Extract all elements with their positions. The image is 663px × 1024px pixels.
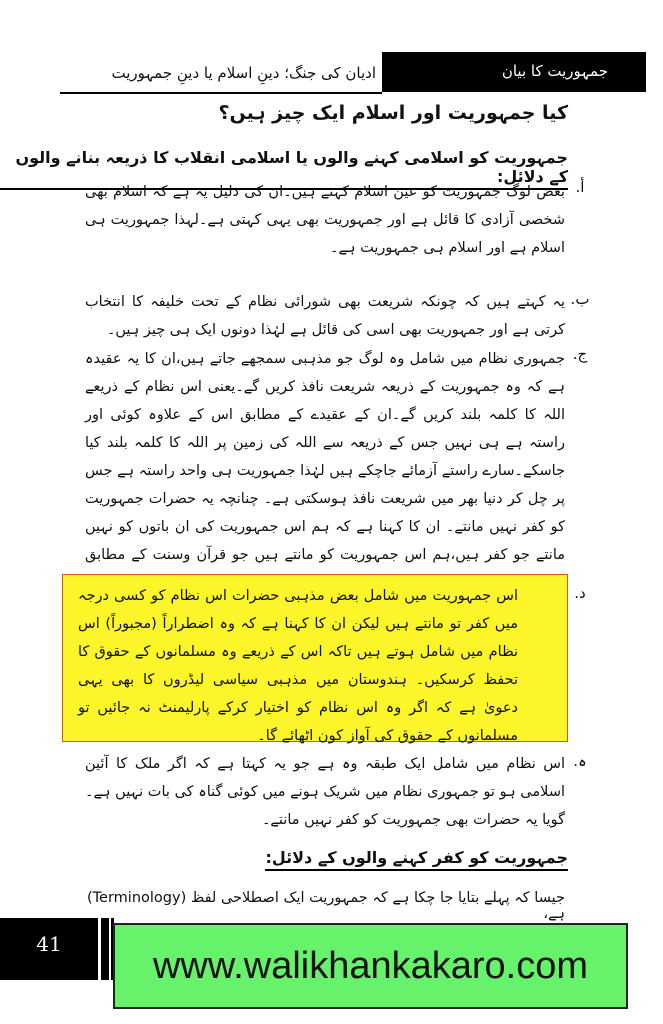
page-number-box [0,918,98,980]
page-header [60,52,663,92]
header-chapter-area [388,52,616,92]
website-banner[interactable] [113,923,628,1009]
section2-heading: جمہوریت کو کفر کہنے والوں کے دلائل: [265,848,568,871]
item-marker-alif: أ. [575,178,585,196]
closing-line: جیسا کہ پہلے بتایا جا چکا ہے کہ جمہوریت ایک اصطلاحی لفظ (Terminology) ہے، [86,890,565,922]
item-marker-jeem: ج. [572,345,588,363]
website-url[interactable]: www.walikhankakaro.com [152,945,589,987]
chapter-title: جمہوریت کا بیان [501,62,608,80]
item-dal-text: اس جمہوریت میں شامل بعض مذہبی حضرات اس نظام کو کسی درجہ میں کفر تو مانتے ہیں لیکن ان کا کہنا ہے کہ وہ اضطراراً (مجبوراً) اس نظام میں شامل ہوتے ہیں تاکہ اس کے ذریعے وہ مسلمانوں کے حقوق کا تحفظ کرسکیں۔ ہندوستان میں مذہبی سیاسی لیڈروں کا بھی یہی دعویٰ ہے کہ اگر وہ اس نظام کو اختیار کرکے پارلیمنٹ نہ جائیں تو مسلمانوں کے حقوق کی آواز کون اٹھائے گا۔ [78,588,518,744]
header-book-title-area [60,52,382,94]
item-jeem-text: جمہوری نظام میں شامل وہ لوگ جو مذہبی سمجھے جاتے ہیں،ان کا یہ عقیدہ ہے کہ وہ جمہوریت کے ذریعہ شریعت نافذ کریں گے۔یعنی اس نظام کے ذریعے اللہ کا کلمہ بلند کریں گے۔ان کے عقیدے کے مطابق اس کے علاوہ کوئی اور راستہ ہے ہی نہیں جس کے ذریعہ سے اللہ کی زمین پر اللہ کا کلمہ بلند کیا جاسکے۔سارے راستے آزمائے جاچکے ہیں لہٰذا جمہوریت ہی واحد راستہ ہے جس پر چل کر دنیا بھر میں شریعت نافذ ہوسکتی ہے۔ چنانچہ یہ حضرات جمہوریت کو کفر نہیں مانتے۔ ان کا کہنا ہے کہ ہم اس جمہوریت کی ان باتوں کو نہیں مانتے جو کفر ہیں،ہم اس جمہوریت کو مانتے ہیں جو قرآن وسنت کے مطابق [85,351,565,563]
item-marker-he: ہ. [573,752,587,770]
item-marker-dal: د. [574,584,586,602]
page-number: 41 [36,932,62,956]
footer-bar-thick [101,918,109,980]
section1-heading: جمہوریت کو اسلامی کہنے والوں یا اسلامی انقلاب کا ذریعہ بنانے والوں کے دلائل: [0,148,568,190]
question-title: کیا جمہوریت اور اسلام ایک چیز ہیں؟ [218,102,568,124]
item-he-text: اس نظام میں شامل ایک طبقہ وہ ہے جو یہ کہتا ہے کہ اگر ملک کا آئین اسلامی ہو تو جمہوری نظام میں شریک ہونے میں کوئی گناہ کی بات نہیں ہے۔ گویا یہ حضرات بھی جمہوریت کو کفر نہیں مانتے۔ [85,756,565,828]
header-tail-block [616,52,646,92]
item-be-text: یہ کہتے ہیں کہ چونکہ شریعت بھی شورائی نظام کے تحت خلیفہ کا انتخاب کرتی ہے اور جمہوریت بھی اسی کی قائل ہے لہٰذا دونوں ایک ہی چیز ہیں۔ [85,294,565,338]
book-title: ادیان کی جنگ؛ دینِ اسلام یا دینِ جمہوریت [111,64,376,82]
item-alif-text: بعض لوگ جمہوریت کو عین اسلام کہتے ہیں۔ان کی دلیل یہ ہے کہ اسلام بھی شخصی آزادی کا قائل ہے اور جمہوریت بھی یہی کہتی ہے۔لہذا جمہوریت ہی اسلام ہے اور اسلام ہی جمہوریت ہے۔ [85,184,565,256]
item-marker-be: ب. [570,290,590,308]
